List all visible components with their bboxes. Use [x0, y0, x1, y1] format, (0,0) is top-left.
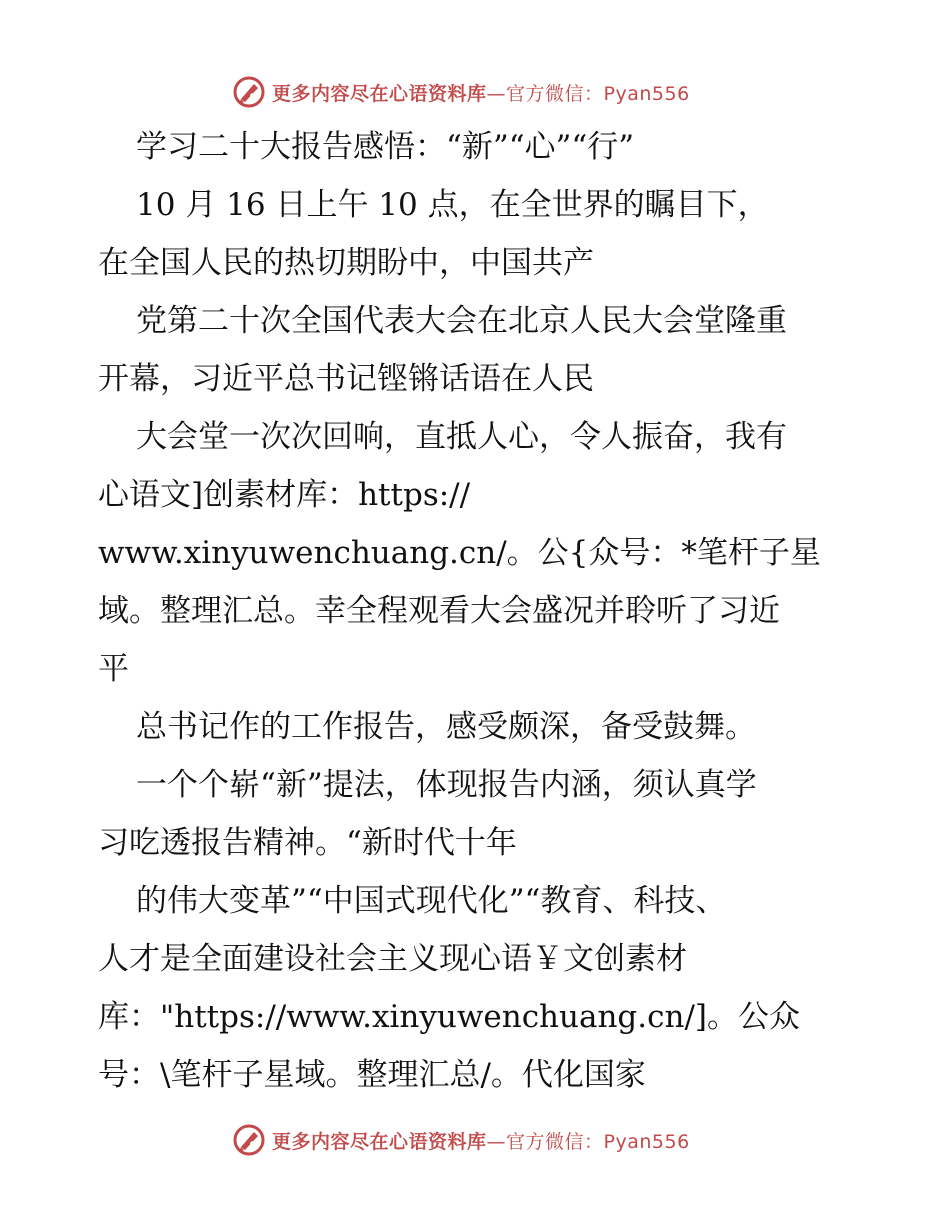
red-pen-logo-icon [232, 1123, 266, 1157]
header-brand-text: 更多内容尽在心语资料库 [272, 82, 487, 105]
text-line: 大会堂一次次回响，直抵人心，令人振奋，我有 [136, 419, 787, 455]
text-line: 习吃透报告精神。“新时代十年 [98, 825, 517, 861]
text-line: 党第二十次全国代表大会在北京人民大会堂隆重 [136, 303, 787, 339]
text-line: 总书记作的工作报告，感受颇深，备受鼓舞。 [136, 709, 756, 745]
footer-official-wechat: —官方微信：Pyan556 [486, 1130, 690, 1153]
text-line: www.xinyuwenchuang.cn/。公{众号：*笔杆子星 [98, 535, 821, 571]
text-line: 10 月 16 日上午 10 点，在全世界的瞩目下， [136, 187, 769, 223]
footer-brand-text: 更多内容尽在心语资料库 [272, 1130, 487, 1153]
header-watermark-banner [232, 72, 690, 112]
text-line: 平 [98, 651, 129, 687]
text-line: 域。整理汇总。幸全程观看大会盛况并聆听了习近 [98, 593, 780, 629]
header-official-wechat: —官方微信：Pyan556 [486, 82, 690, 105]
text-line: 开幕，习近平总书记铿锵话语在人民 [98, 361, 594, 397]
text-line: 的伟大变革”“中国式现代化”“教育、科技、 [136, 883, 727, 919]
text-line: 一个个崭“新”提法，体现报告内涵，须认真学 [136, 767, 757, 803]
footer-watermark-banner [232, 1120, 690, 1160]
text-line: 在全国人民的热切期盼中，中国共产 [98, 245, 594, 281]
document-body [98, 118, 858, 1104]
document-title: 学习二十大报告感悟：“新”“心”“行” [136, 129, 635, 165]
text-line: 库："https://www.xinyuwenchuang.cn/]。公众 [98, 999, 800, 1035]
text-line: 人才是全面建设社会主义现心语￥文创素材 [98, 941, 687, 977]
red-pen-logo-icon [232, 75, 266, 109]
text-line: 号：\笔杆子星域。整理汇总/。代化国家 [98, 1057, 646, 1093]
text-line: 心语文]创素材库：https:// [98, 477, 471, 513]
